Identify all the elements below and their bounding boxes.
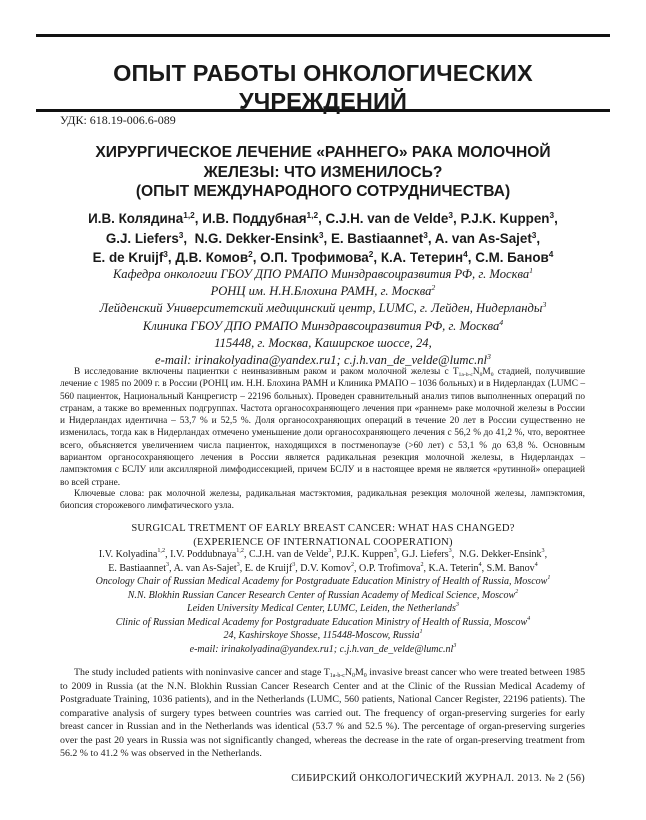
author-affiliation-mark: 3 [531, 229, 537, 240]
author-affiliation-mark: 4 [548, 249, 554, 259]
affiliation-mark: 2 [515, 587, 519, 595]
affiliation-text: РОНЦ им. Н.Н.Блохина РАМН, г. Москва [210, 284, 432, 299]
affiliation-line [40, 283, 606, 300]
article-title-en [40, 522, 606, 549]
author-affiliation-mark: 4 [478, 560, 482, 568]
author-affiliation-mark: 2 [350, 560, 355, 568]
author-name: P.J.K. Kuppen [460, 211, 550, 226]
author-affiliation-mark: 3 [448, 210, 453, 220]
author-name: O.P. Trofimova [359, 562, 421, 574]
tnm-letter: N [472, 367, 480, 377]
keywords-ru [60, 488, 585, 513]
author-affiliation-mark: 3 [328, 547, 332, 554]
author-name: К.А. Тетерин [380, 250, 464, 265]
tnm-letter: M [355, 667, 364, 678]
abstract-text: В исследование включены пациентки с неинвазивным раком и раком молочной железы с T [74, 367, 459, 377]
abstract-ru [60, 366, 585, 489]
affiliation-mark: 3 [542, 300, 547, 310]
affiliation-line-en [40, 602, 606, 616]
author-line: G.J. Liefers$^3$, N.G. Dekker-Ensink$^3$, E. Bastiaannet$^3$, A. van As-Sajet$^3$, [105, 229, 541, 246]
author-affiliation-mark: 3 [448, 547, 452, 554]
author-name: E. de Kruijf [92, 250, 164, 265]
affiliations-ru [40, 266, 606, 369]
affiliation-text: N.N. Blokhin Russian Cancer Research Center of Russian Academy of Medical Science, Moscow [127, 589, 516, 601]
author-name: A. van As-Sajet [173, 562, 237, 574]
udk-code: УДК: 618.19-006.6-089 [60, 113, 176, 127]
affiliation-mark: 1 [547, 574, 551, 581]
title-line: ЖЕЛЕЗЫ: ЧТО ИЗМЕНИЛОСЬ? [203, 163, 443, 181]
author-affiliation-mark: 1,2 [306, 210, 319, 220]
abstract-en [60, 666, 585, 761]
affiliation-line-en [40, 589, 606, 603]
author-affiliation-mark: 1,2 [183, 210, 195, 220]
abstract-text: стадией, получившие лечение с 1985 по 2009 г. в России (РОНЦ им. Н.Н. Блохина РАМН и Клиника РМАПО – 1036 больных) и в Нидерландах (LUMC – 560 пациенток, Национальный Канцрегистр – 22196 больных). Проведен сравнительный анализ типов выполненных операций по странам, а также во временных подгруппах. Частота органосохраняющего лечения при «раннем» раке молочной железы в России и Нидерландах идентична – 53,7 % и 52,5 %. Доля органосохраняющих операций в течение 20 лет в России существенно не изменилась, тогда как в Нидерландах отмечено уменьшение доли органосохраняющего лечения с 56,2 % до 41,2 %, что, вероятнее всего, объясняется увеличением числа пациенток, находящихся в постменопаузе (>60 лет) с 53,1 % до 63,8 %. Основным вариантом органосохраняющего лечения в России является радикальная резекция молочной железы, в Нидерландах – лампэктомия с БСЛУ или аксиллярной лимфодиссекцией, причем БСЛУ и в настоящее время не является «рутинной» операцией во всей стране. [60, 367, 585, 488]
affiliation-line [40, 318, 606, 335]
tnm-subscript: 0 [479, 372, 483, 378]
affiliations-en [40, 575, 606, 657]
author-name: И.В. Колядина [88, 211, 184, 226]
author-affiliation-mark: 3 [163, 249, 168, 259]
tnm-subscript: 0 [363, 673, 367, 679]
affiliation-text: Clinic of Russian Medical Academy for Postgraduate Education Ministry of Health of Russia, Moscow [115, 616, 528, 628]
author-name: D.V. Komov [300, 562, 351, 574]
author-name: A. van As-Sajet [434, 230, 532, 246]
author-line: E. de Kruijf$^3$, Д.В. Комов$^2$, О.П. Трофимова$^2$, К.А. Тетерин$^4$, С.М. Банов$^4$ [92, 249, 554, 265]
author-name: E. Bastiaannet [108, 562, 167, 574]
address-text: 24, Kashirskoye Shosse, 115448-Moscow, Russia [223, 630, 420, 642]
author-affiliation-mark: 3 [178, 229, 184, 240]
author-affiliation-mark: 1,2 [157, 547, 166, 554]
affiliation-text: Лейденский Университетский медицинский центр, LUMC, г. Лейден, Нидерланды [99, 301, 543, 316]
tnm-subscript: 1a-b-c [458, 372, 473, 378]
author-name: E. Bastiaannet [330, 230, 424, 246]
author-affiliation-mark: 1,2 [236, 547, 244, 554]
email-text: e-mail: irinakolyadina@yandex.ru1; c.j.h.van_de_velde@lumc.nl [155, 353, 488, 368]
affiliation-mark: 3 [455, 601, 459, 609]
email-text: e-mail: irinakolyadina@yandex.ru1; c.j.h.van_de_velde@lumc.nl [189, 643, 454, 655]
affiliation-text: Oncology Chair of Russian Medical Academy for Postgraduate Education Ministry of Health of Russia, Moscow [95, 576, 548, 587]
author-name: C.J.H. van de Velde [249, 549, 329, 560]
affiliation-line [40, 300, 606, 317]
journal-footer: СИБИРСКИЙ ОНКОЛОГИЧЕСКИЙ ЖУРНАЛ. 2013. № 2 (56) [291, 773, 585, 784]
author-name: N.G. Dekker-Ensink [194, 230, 319, 246]
author-line-en: E. Bastiaannet$^3$, A. van As-Sajet$^3$, E. de Kruijf$^3$, D.V. Komov$^2$, O.P. Trofimova$^2$, K.A. Teterin$^4$, S.M. Banov$^4$ [108, 560, 538, 574]
author-name: С.М. Банов [475, 250, 549, 265]
author-line-en: I.V. Kolyadina$^{1,2}$, I.V. Poddubnaya$^{1,2}$, C.J.H. van de Velde$^3$, P.J.K. Kuppen$^3$, G.J. Liefers$^3$, N.G. Dekker-Ensink$^3$, [98, 547, 548, 560]
section-title: ОПЫТ РАБОТЫ ОНКОЛОГИЧЕСКИХ УЧРЕЖДЕНИЙ [113, 60, 533, 114]
author-name: K.A. Teterin [428, 562, 479, 574]
section-header [36, 34, 610, 112]
tnm-letter: N [344, 667, 353, 678]
author-name: I.V. Poddubnaya [170, 549, 237, 560]
author-affiliation-mark: 2 [248, 249, 253, 259]
author-line: И.В. Колядина$^{1,2}$, И.В. Поддубная$^{1,2}$, C.J.H. van de Velde$^3$, P.J.K. Kuppen$^3$, [88, 210, 558, 226]
author-name: E. de Kruijf [244, 562, 293, 574]
author-affiliation-mark: 3 [318, 229, 324, 240]
author-name: S.M. Banov [486, 562, 535, 574]
affiliation-mark: 1 [529, 266, 534, 275]
author-name: P.J.K. Kuppen [336, 549, 394, 560]
author-affiliation-mark: 4 [534, 560, 538, 568]
title-line: (ОПЫТ МЕЖДУНАРОДНОГО СОТРУДНИЧЕСТВА) [135, 183, 511, 200]
author-name: Д.В. Комов [175, 250, 249, 265]
author-affiliation-mark: 3 [423, 229, 428, 240]
author-list-en [40, 548, 606, 575]
author-name: О.П. Трофимова [260, 250, 369, 265]
abstract-text: The study included patients with noninvasive cancer and stage T [74, 667, 330, 678]
author-affiliation-mark: 3 [236, 560, 240, 568]
author-affiliation-mark: 3 [393, 547, 397, 554]
address-line-en [40, 629, 606, 643]
author-name: G.J. Liefers [401, 549, 449, 560]
article-title [50, 143, 596, 202]
affiliation-mark: 1 [419, 628, 423, 636]
affiliation-mark: 3 [453, 641, 457, 649]
affiliation-mark: 3 [487, 352, 491, 362]
affiliation-text: Leiden University Medical Center, LUMC, Leiden, the Netherlands [187, 603, 456, 615]
author-affiliation-mark: 2 [368, 249, 374, 259]
affiliation-text: Клиника ГБОУ ДПО РМАПО Минздравсоцразвития РФ, г. Москва [142, 318, 500, 333]
author-name: G.J. Liefers [105, 230, 179, 246]
author-affiliation-mark: 3 [166, 560, 170, 568]
author-affiliation-mark: 3 [541, 547, 545, 554]
affiliation-text: Кафедра онкологии ГБОУ ДПО РМАПО Минздравсоцразвития РФ, г. Москва [112, 267, 530, 281]
author-name: И.В. Поддубная [202, 211, 307, 226]
affiliation-line-en [40, 575, 606, 589]
tnm-subscript: 0 [352, 673, 355, 679]
affiliation-mark: 2 [431, 283, 436, 293]
title-line: ХИРУРГИЧЕСКОЕ ЛЕЧЕНИЕ «РАННЕГО» РАКА МОЛОЧНОЙ [95, 144, 551, 161]
author-affiliation-mark: 3 [549, 210, 555, 220]
author-list-ru [40, 209, 606, 268]
author-name: I.V. Kolyadina [98, 549, 158, 560]
tnm-subscript: 0 [490, 372, 494, 378]
address-line: 115448, г. Москва, Каширское шоссе, 24, [214, 335, 432, 350]
title-line-en: SURGICAL TRETMENT OF EARLY BREAST CANCER: WHAT HAS CHANGED? [131, 523, 515, 534]
author-name: N.G. Dekker-Ensink [459, 549, 542, 560]
affiliation-line [40, 266, 606, 283]
affiliation-mark: 4 [499, 317, 504, 327]
affiliation-mark: 4 [527, 614, 531, 622]
title-line-en: (EXPERIENCE OF INTERNATIONAL COOPERATION) [193, 536, 453, 548]
author-name: C.J.H. van de Velde [325, 211, 449, 226]
author-affiliation-mark: 2 [420, 560, 424, 568]
affiliation-line-en [40, 616, 606, 630]
abstract-text: invasive breast cancer who were treated between 1985 to 2009 in Russia (at the N.N. Blokhin Russian Cancer Research Center and at the Clinic of the Russian Medical Academy of Postgraduate Training, 1036 patients), and in the Netherlands (LUMC, 560 patients, National Cancer Register, 22196 patients). The comparative analysis of surgery types between countries was carried out. The frequency of organ-preserving surgeries for early breast cancer in Russian and in the Netherlands was identical (53.7 % and 52.5 %). The percentage of organ-preserving surgeries over the past 20 years in Russia was not significantly changed, whereas the decrease in the rate of organ-preserving treatment from 56.2 % to 41.2 % was observed in the Netherlands. [60, 667, 586, 759]
tnm-subscript: 1a-b-c [329, 673, 345, 679]
email-line-en [40, 643, 606, 657]
tnm-letter: M [482, 367, 491, 377]
author-affiliation-mark: 3 [292, 560, 296, 568]
author-affiliation-mark: 4 [463, 249, 468, 259]
keywords-text: Ключевые слова: рак молочной железы, радикальная мастэктомия, радикальная резекция молочной железы, лампэктомия, биопсия сторожевого лимфатического узла. [60, 489, 585, 512]
